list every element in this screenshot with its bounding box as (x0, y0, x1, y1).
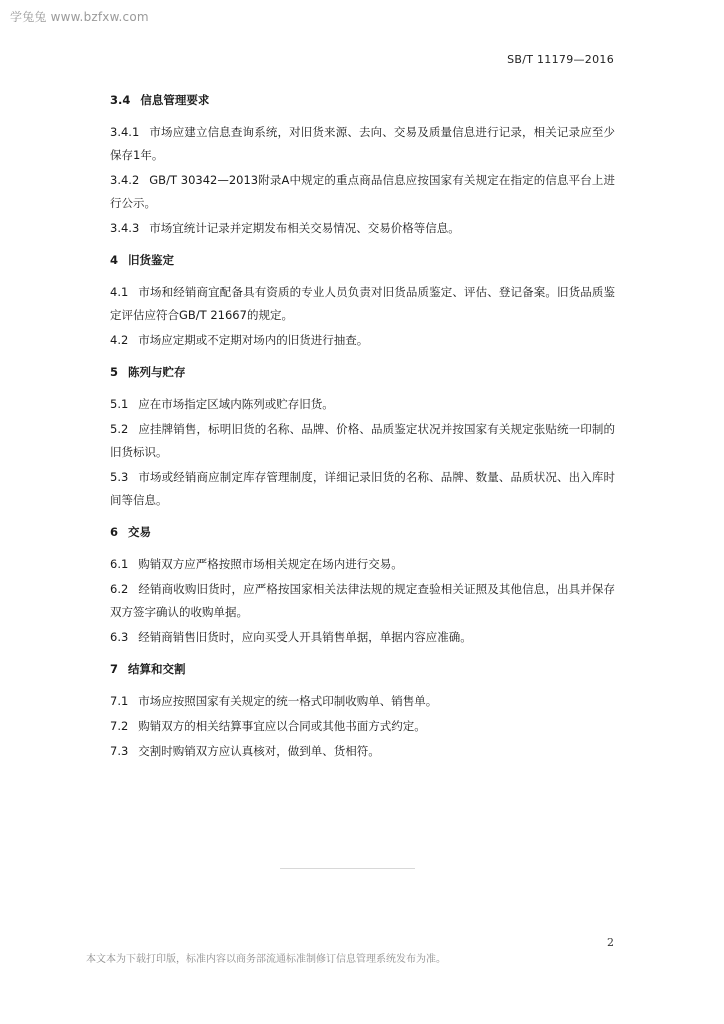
clause-number: 6.3 (110, 630, 129, 644)
clause (110, 121, 615, 167)
clause-text: 经销商销售旧货时，应向买受人开具销售单据，单据内容应准确。 (138, 630, 472, 644)
section (110, 524, 615, 649)
clause-number: 6.2 (110, 582, 129, 596)
section-number: 3.4 (110, 93, 131, 107)
section (110, 661, 615, 763)
clause-text: 应在市场指定区域内陈列或贮存旧货。 (138, 397, 334, 411)
clause-number: 3.4.2 (110, 173, 140, 187)
section-title: 旧货鉴定 (128, 253, 175, 267)
clause-number: 5.2 (110, 422, 129, 436)
clause-text: 市场宜统计记录并定期发布相关交易情况、交易价格等信息。 (149, 221, 460, 235)
clause (110, 393, 615, 416)
clause-text: 市场和经销商宜配备具有资质的专业人员负责对旧货品质鉴定、评估、登记备案。旧货品质鉴定评估应符合GB/T 21667的规定。 (110, 285, 615, 322)
clause-number: 7.2 (110, 719, 129, 733)
clause-number: 3.4.3 (110, 221, 140, 235)
document-code: SB/T 11179—2016 (507, 53, 614, 66)
clause-text: 购销双方应严格按照市场相关规定在场内进行交易。 (138, 557, 403, 571)
section-title: 交易 (128, 525, 152, 539)
clause-number: 5.3 (110, 470, 129, 484)
clause (110, 418, 615, 464)
section-number: 5 (110, 365, 119, 379)
clause-number: 7.3 (110, 744, 129, 758)
clause-text: 市场应建立信息查询系统，对旧货来源、去向、交易及质量信息进行记录，相关记录应至少保存1年。 (110, 125, 615, 162)
section-heading (110, 524, 615, 540)
document-body (110, 92, 615, 765)
clause-number: 3.4.1 (110, 125, 140, 139)
clause-number: 4.2 (110, 333, 129, 347)
footer-note: 本文本为下载打印版，标准内容以商务部流通标准制修订信息管理系统发布为准。 (86, 954, 446, 965)
clause (110, 329, 615, 352)
section (110, 364, 615, 512)
clause (110, 553, 615, 576)
footer-divider (280, 868, 415, 869)
clause (110, 578, 615, 624)
clause-text: GB/T 30342—2013附录A中规定的重点商品信息应按国家有关规定在指定的信息平台上进行公示。 (110, 173, 615, 210)
clause (110, 740, 615, 763)
clause-text: 交割时购销双方应认真核对，做到单、货相符。 (138, 744, 380, 758)
clause-text: 经销商收购旧货时，应严格按国家相关法律法规的规定查验相关证照及其他信息，出具并保存双方签字确认的收购单据。 (110, 582, 615, 619)
section-title: 结算和交割 (128, 662, 186, 676)
clause-number: 4.1 (110, 285, 129, 299)
section-heading (110, 661, 615, 677)
clause-text: 市场或经销商应制定库存管理制度，详细记录旧货的名称、品牌、数量、品质状况、出入库时间等信息。 (110, 470, 615, 507)
section-heading (110, 252, 615, 268)
section-heading (110, 364, 615, 380)
clause (110, 690, 615, 713)
section-number: 4 (110, 253, 119, 267)
watermark: 学兔兔 www.bzfxw.com (10, 10, 149, 24)
section (110, 252, 615, 352)
clause (110, 466, 615, 512)
section-number: 7 (110, 662, 119, 676)
clause (110, 626, 615, 649)
clause-number: 5.1 (110, 397, 129, 411)
clause-text: 购销双方的相关结算事宜应以合同或其他书面方式约定。 (138, 719, 426, 733)
clause-number: 7.1 (110, 694, 129, 708)
clause-text: 市场应定期或不定期对场内的旧货进行抽查。 (138, 333, 369, 347)
section-number: 6 (110, 525, 119, 539)
page-number: 2 (607, 936, 614, 949)
clause (110, 715, 615, 738)
clause-text: 应挂牌销售，标明旧货的名称、品牌、价格、品质鉴定状况并按国家有关规定张贴统一印制的旧货标识。 (110, 422, 615, 459)
clause-text: 市场应按照国家有关规定的统一格式印制收购单、销售单。 (138, 694, 438, 708)
clause-number: 6.1 (110, 557, 129, 571)
clause (110, 217, 615, 240)
section-title: 信息管理要求 (140, 93, 210, 107)
section-title: 陈列与贮存 (128, 365, 186, 379)
clause (110, 281, 615, 327)
clause (110, 169, 615, 215)
section-heading (110, 92, 615, 108)
section (110, 92, 615, 240)
